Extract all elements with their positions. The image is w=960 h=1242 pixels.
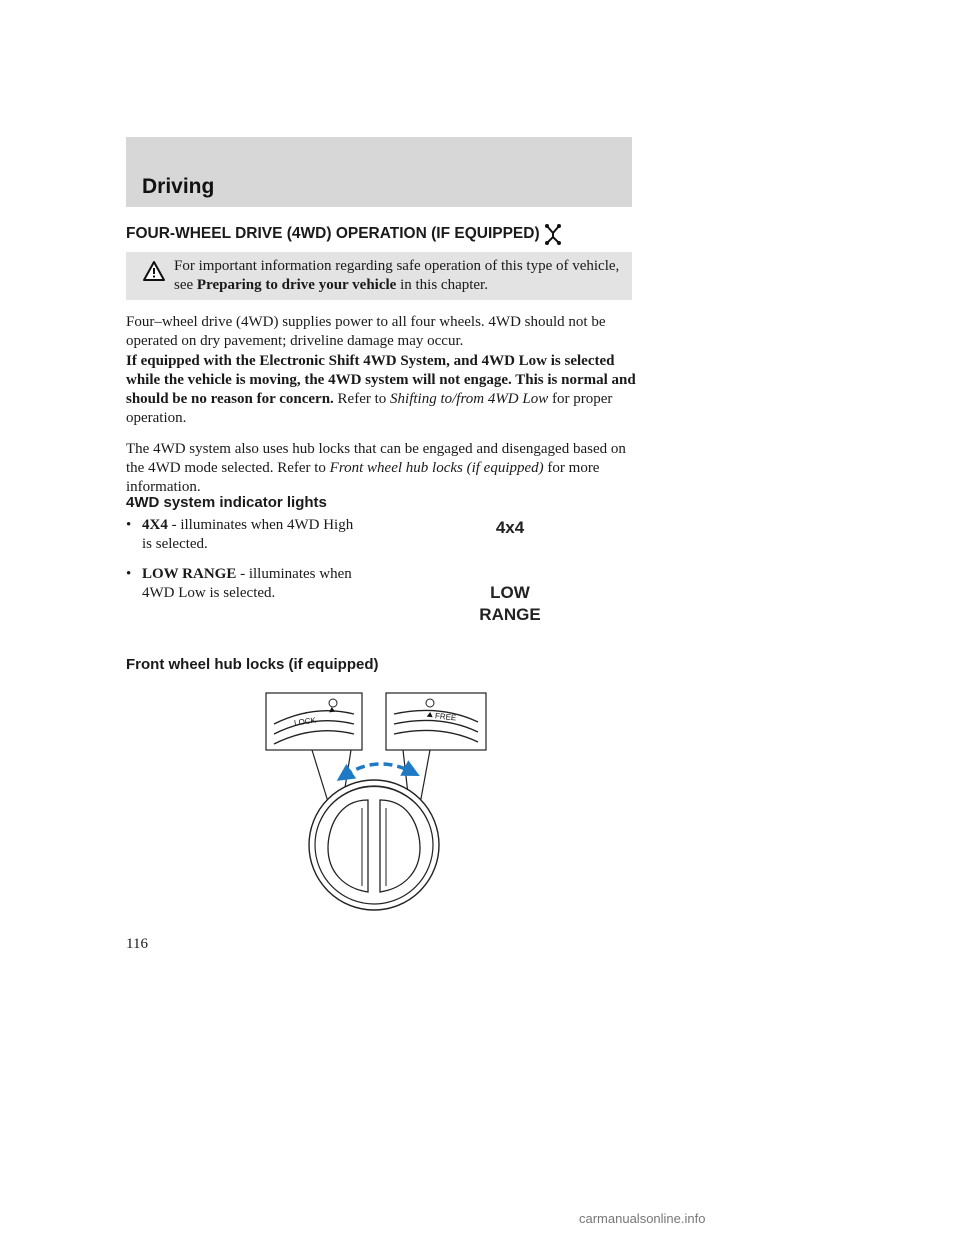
paragraph-4wd-intro: Four–wheel drive (4WD) supplies power to all four wheels. 4WD should not be operated on dry pavement; driveline damage may occur. [126, 314, 606, 349]
free-detail-inset [386, 693, 486, 750]
warning-link-text: Preparing to drive your vehicle [196, 277, 397, 293]
hub-lock-knob [309, 780, 439, 910]
warning-box [126, 252, 632, 300]
page-number: 116 [126, 936, 148, 952]
indicator-lights-heading: 4WD system indicator lights [126, 494, 327, 511]
section-title: FOUR-WHEEL DRIVE (4WD) OPERATION (IF EQUIPPED) [126, 225, 540, 242]
chapter-header [126, 137, 632, 207]
low-range-indicator-symbol: LOW RANGE [479, 583, 541, 624]
chapter-title: Driving [142, 175, 215, 198]
bullet-low-range: • LOW RANGE - illuminates when 4WD Low is selected. [126, 566, 352, 601]
free-label: FREE [434, 711, 457, 723]
4x4-indicator-symbol: 4x4 [495, 518, 525, 537]
footer-watermark: carmanualsonline.info [579, 1211, 706, 1226]
paragraph-hub-locks: The 4WD system also uses hub locks that can be engaged and disengaged based on the 4WD mode selected. Refer to Front wheel hub locks (if equipped) for more information. [126, 441, 626, 495]
lock-label: LOCK [293, 715, 317, 728]
warning-triangle-icon [142, 260, 166, 282]
hub-lock-diagram [262, 690, 492, 914]
paragraph-electronic-shift: If equipped with the Electronic Shift 4WD System, and 4WD Low is selected while the vehicle is moving, the 4WD system will not engage. This is normal and should be no reason for concern. Refer to Shifting to/from 4WD Low for proper operation. [126, 353, 636, 426]
rotation-arrow-icon [344, 764, 412, 776]
bullet-4x4: • 4X4 - illuminates when 4WD High is selected. [126, 517, 354, 552]
warning-text: For important information regarding safe operation of this type of vehicle, see Preparing to drive your vehicle in this chapter. [174, 258, 620, 293]
four-wheel-drive-icon [543, 223, 563, 245]
hub-locks-heading: Front wheel hub locks (if equipped) [126, 656, 379, 673]
lock-detail-inset [266, 693, 362, 750]
